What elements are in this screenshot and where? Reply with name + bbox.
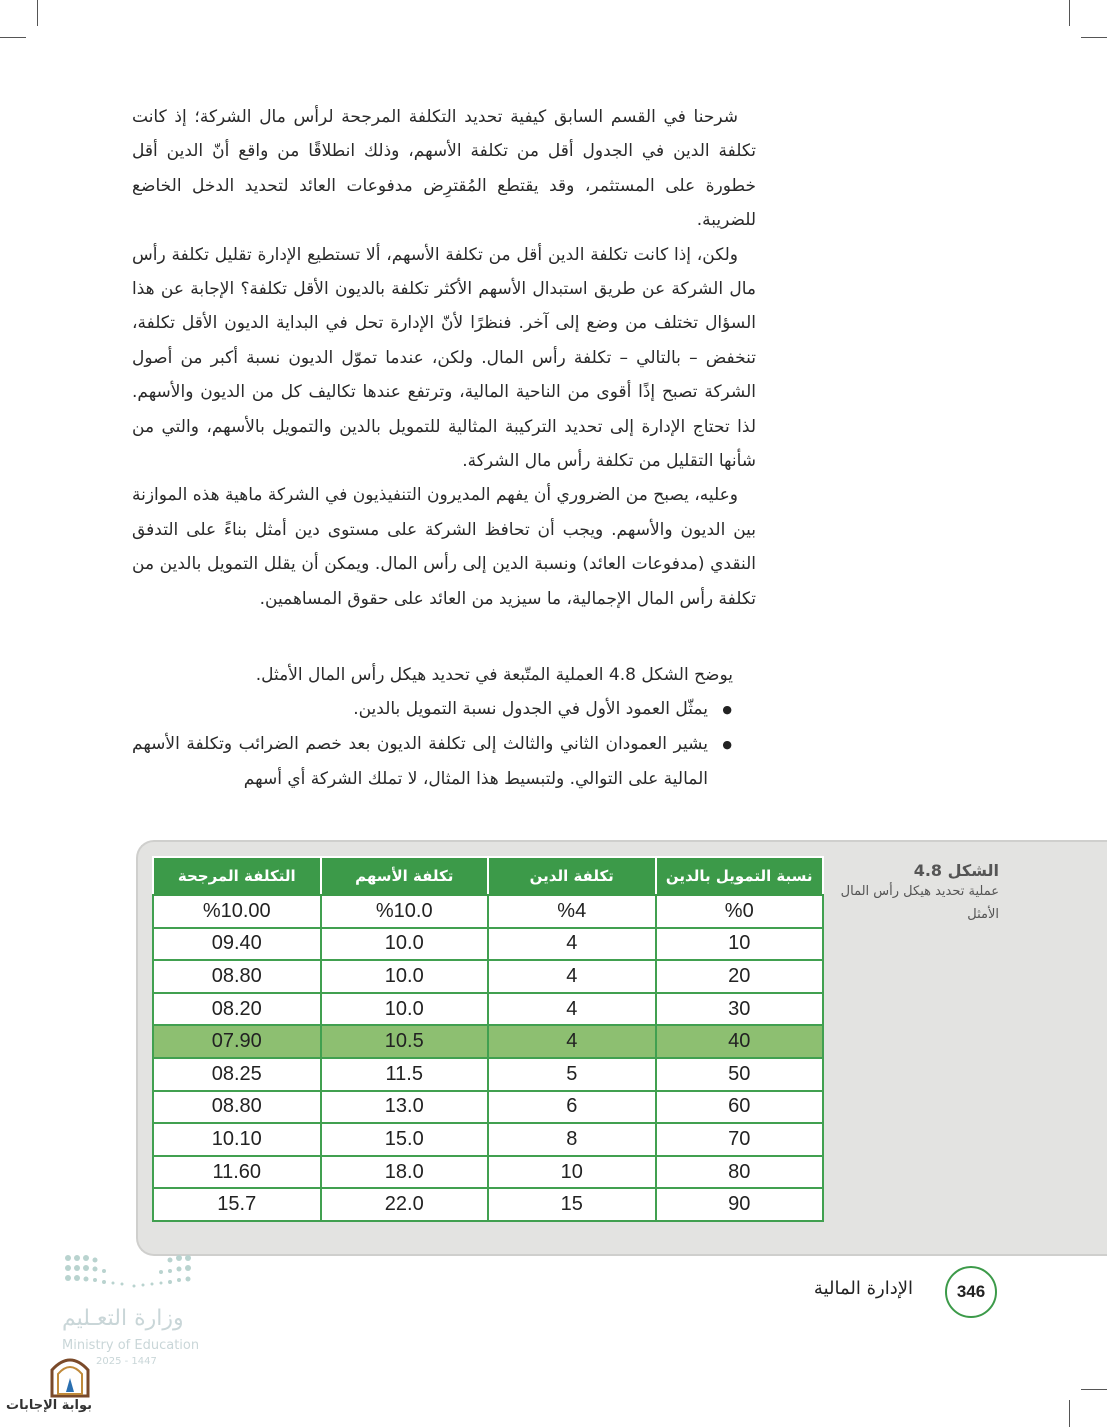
- table-cell: 08.80: [153, 1091, 321, 1124]
- figure-number: الشكل 4.8: [913, 861, 999, 880]
- table-cell: 70: [656, 1123, 824, 1156]
- table-cell: 5: [488, 1058, 656, 1091]
- table-row: [153, 928, 823, 961]
- figure-intro: يوضح الشكل 4.8 العملية المتّبعة في تحديد هيكل رأس المال الأمثل.: [255, 665, 733, 685]
- table-row: [153, 1156, 823, 1189]
- site-name: بوابة الإجابات: [6, 1398, 92, 1413]
- table-cell: 4: [488, 1025, 656, 1058]
- column-header: نسبة التمويل بالدين: [656, 857, 824, 895]
- table-cell: 15.0: [321, 1123, 489, 1156]
- table-cell: 10.5: [321, 1025, 489, 1058]
- table-cell: 10: [656, 928, 824, 961]
- table-cell: 13.0: [321, 1091, 489, 1124]
- table-cell: 15: [488, 1188, 656, 1221]
- table-cell: 09.40: [153, 928, 321, 961]
- table-cell: 10.0: [321, 960, 489, 993]
- table-cell: 6: [488, 1091, 656, 1124]
- figure-label: [819, 861, 999, 926]
- body-text: [132, 100, 756, 616]
- table-cell: 40: [656, 1025, 824, 1058]
- crop-mark: [0, 37, 26, 38]
- ministry-name-english: Ministry of Education: [62, 1338, 200, 1353]
- table-row: [153, 1188, 823, 1221]
- page-number: 346: [945, 1266, 997, 1318]
- table-cell: 4: [488, 993, 656, 1026]
- table-cell: 11.60: [153, 1156, 321, 1189]
- ministry-name-arabic: وزارة التعـليم: [62, 1306, 184, 1331]
- table-row: [153, 1091, 823, 1124]
- paragraph: ولكن، إذا كانت تكلفة الدين أقل من تكلفة الأسهم، ألا تستطيع الإدارة تقليل تكلفة رأس مال الشركة عن طريق استبدال الأسهم الأكثر تكلفة بالديون الأقل تكلفة؟ الإجابة عن هذا السؤال تختلف من وضع إلى آخر. فنظرًا لأنّ الإدارة تحل في البداية الديون الأقل تكلفة، تنخفض – بالتالي – تكلفة رأس المال. ولكن، عندما تموّل الديون نسبة أكبر من أصول الشركة تصبح إذًا أقوى من الناحية المالية، وترتفع عندها تكاليف كل من الديون والأسهم. لذا تحتاج الإدارة إلى تحديد التركيبة المثالية للتمويل بالدين والتمويل بالأسهم، والتي من شأنها التقليل من تكلفة رأس مال الشركة.: [132, 244, 756, 472]
- table-cell: 8: [488, 1123, 656, 1156]
- column-header: التكلفة المرجحة: [153, 857, 321, 895]
- table-cell: 20: [656, 960, 824, 993]
- table-cell: %4: [488, 895, 656, 928]
- crop-mark: [1069, 0, 1070, 26]
- table-cell: 4: [488, 928, 656, 961]
- table-header-row: [153, 857, 823, 895]
- capital-structure-table: [152, 856, 824, 1222]
- table-cell: 30: [656, 993, 824, 1026]
- table-cell: 07.90: [153, 1025, 321, 1058]
- table-cell: 10: [488, 1156, 656, 1189]
- crop-mark: [1081, 1389, 1107, 1390]
- table-cell: 10.10: [153, 1123, 321, 1156]
- table-row: [153, 895, 823, 928]
- table-cell: 08.25: [153, 1058, 321, 1091]
- table-cell: 50: [656, 1058, 824, 1091]
- table-row-highlighted: [153, 1025, 823, 1058]
- table-cell: 60: [656, 1091, 824, 1124]
- ministry-year: 2025 - 1447: [96, 1356, 157, 1367]
- table-cell: 15.7: [153, 1188, 321, 1221]
- table-cell: 18.0: [321, 1156, 489, 1189]
- table-row: [153, 1123, 823, 1156]
- table-cell: 10.0: [321, 928, 489, 961]
- table-row: [153, 993, 823, 1026]
- column-header: تكلفة الدين: [488, 857, 656, 895]
- figure-caption: عملية تحديد هيكل رأس المال الأمثل: [840, 884, 999, 922]
- table-cell: %0: [656, 895, 824, 928]
- table-cell: 22.0: [321, 1188, 489, 1221]
- list-item: ● يشير العمودان الثاني والثالث إلى تكلفة الديون بعد خصم الضرائب وتكلفة الأسهم المالية على التوالي. ولتبسيط هذا المثال، لا تملك الشركة أي أسهم: [132, 727, 732, 797]
- table-row: [153, 1058, 823, 1091]
- table-cell: 80: [656, 1156, 824, 1189]
- table-cell: 11.5: [321, 1058, 489, 1091]
- table-cell: 08.20: [153, 993, 321, 1026]
- crop-mark: [1081, 37, 1107, 38]
- book-title: الإدارة المالية: [813, 1278, 913, 1299]
- crop-mark: [37, 0, 38, 26]
- table-cell: 90: [656, 1188, 824, 1221]
- table-cell: 08.80: [153, 960, 321, 993]
- list-item: ● يمثّل العمود الأول في الجدول نسبة التمويل بالدين.: [132, 692, 732, 727]
- table-row: [153, 960, 823, 993]
- table-cell: 10.0: [321, 993, 489, 1026]
- crop-mark: [1069, 1400, 1070, 1427]
- bullet-list: [132, 692, 732, 797]
- table-cell: 4: [488, 960, 656, 993]
- column-header: تكلفة الأسهم: [321, 857, 489, 895]
- table-cell: %10.00: [153, 895, 321, 928]
- paragraph: شرحنا في القسم السابق كيفية تحديد التكلفة المرجحة لرأس مال الشركة؛ إذ كانت تكلفة الدين في الجدول أقل من تكلفة الأسهم، وذلك انطلاقًا من واقع أنّ الدين أقل خطورة على المستثمر، وقد يقتطع المُقترِض مدفوعات العائد لتحديد الدخل الخاضع للضريبة.: [132, 107, 756, 231]
- paragraph: وعليه، يصبح من الضروري أن يفهم المديرون التنفيذيون في الشركة ماهية هذه الموازنة بين الديون والأسهم. ويجب أن تحافظ الشركة على مستوى دين أمثل بناءً على التدفق النقدي (مدفوعات العائد) ونسبة الدين إلى رأس المال. ويمكن أن يقلل التمويل بالدين من تكلفة رأس المال الإجمالية، ما سيزيد من العائد على حقوق المساهمين.: [132, 485, 756, 609]
- ministry-logo-icon: [60, 1252, 200, 1302]
- table-cell: %10.0: [321, 895, 489, 928]
